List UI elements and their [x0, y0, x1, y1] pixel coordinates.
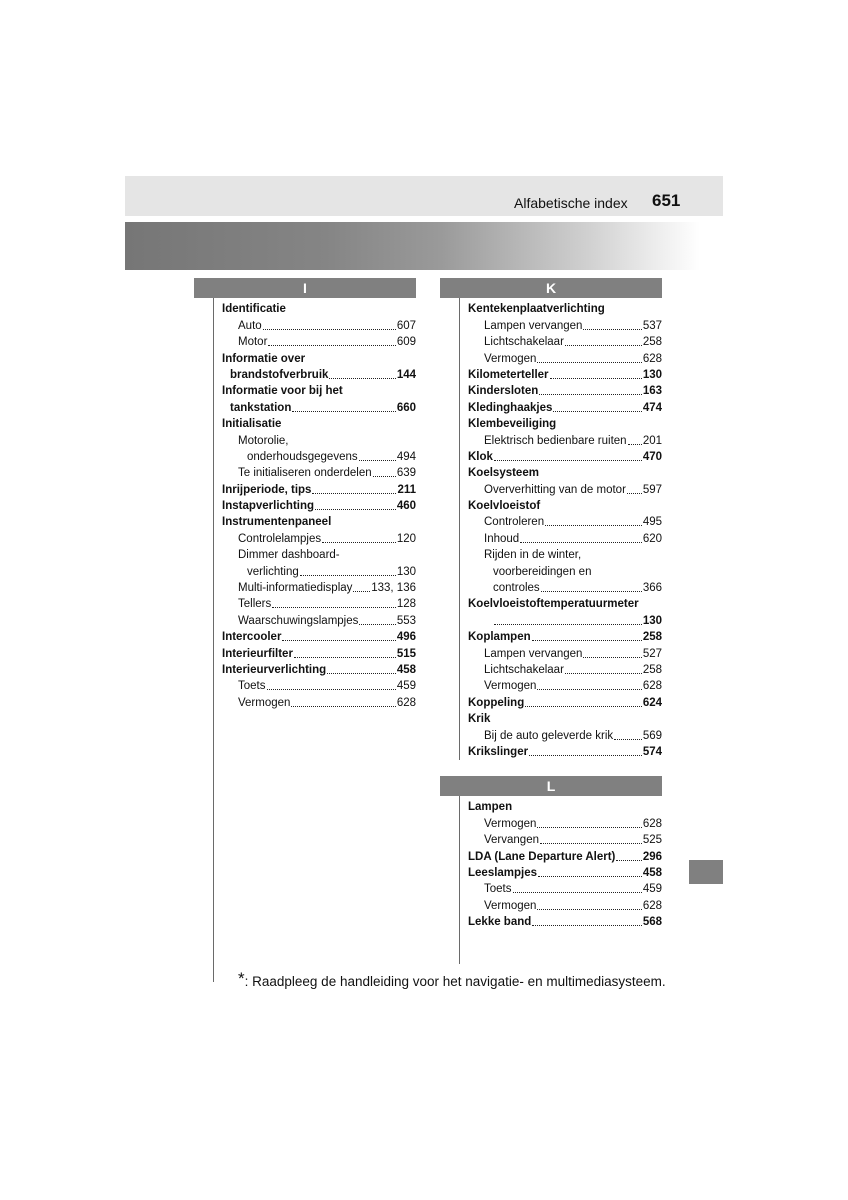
- index-entry-text: Toets: [484, 883, 512, 896]
- dot-leader: [529, 755, 642, 756]
- index-entry-page: 609: [396, 336, 416, 349]
- footnote-text: : Raadpleeg de handleiding voor het navigatie- en multimediasysteem.: [244, 974, 666, 989]
- index-entry-page: 211: [397, 483, 416, 496]
- index-entry-text: Lampen vervangen: [484, 647, 583, 660]
- index-entry: [222, 382, 416, 398]
- index-entry-text: Kledinghaakjes: [468, 401, 553, 414]
- index-entry: [468, 831, 662, 847]
- index-entry-text: Vermogen: [484, 352, 537, 365]
- index-entry-text: Te initialiseren onderdelen: [238, 467, 372, 480]
- index-entry: [468, 316, 662, 332]
- index-entry-page: 120: [396, 532, 416, 545]
- dot-leader: [540, 843, 642, 844]
- index-entry: [468, 529, 662, 545]
- index-entry: [222, 595, 416, 611]
- dot-leader: [583, 657, 641, 658]
- index-entry: [468, 880, 662, 896]
- section-header-i: I: [194, 278, 416, 298]
- index-entry-text: Rijden in de winter,: [484, 549, 582, 562]
- index-entry: [222, 644, 416, 660]
- index-entry-page: 130: [642, 368, 662, 381]
- index-entry-page: 568: [642, 916, 662, 929]
- index-entry-text: Identificatie: [222, 303, 286, 316]
- dot-leader: [532, 640, 642, 641]
- column-divider-l: [459, 796, 460, 964]
- index-entry-text: Instrumentenpaneel: [222, 516, 332, 529]
- dot-leader: [550, 378, 642, 379]
- index-entry-page: 163: [642, 385, 662, 398]
- index-entry: [222, 349, 416, 365]
- index-entry-page: 628: [396, 696, 416, 709]
- index-entry: [468, 595, 662, 611]
- dot-leader: [329, 378, 395, 379]
- index-entry-text: Oververhitting van de motor: [484, 483, 626, 496]
- index-entry-page: 133, 136: [371, 582, 416, 595]
- index-entry-text: Initialisatie: [222, 418, 282, 431]
- index-entry: [468, 896, 662, 912]
- index-entry: [468, 743, 662, 759]
- index-entry: [468, 448, 662, 464]
- index-entry-text: Leeslampjes: [468, 866, 538, 879]
- index-entry-page: 515: [396, 647, 416, 660]
- index-entry: [222, 431, 416, 447]
- index-entry-text: verlichting: [247, 565, 299, 578]
- index-entry-text: Inrijperiode, tips: [222, 483, 312, 496]
- dot-leader: [628, 444, 642, 445]
- index-entry-text: Lampen: [468, 801, 513, 814]
- page-title: Alfabetische index: [514, 195, 628, 211]
- index-entry: [222, 513, 416, 529]
- index-entry-page: 144: [396, 368, 416, 381]
- index-entry-text: Controleren: [484, 516, 545, 529]
- index-entry-page: 628: [642, 817, 662, 830]
- index-entry: [468, 513, 662, 529]
- index-entry-text: controles: [493, 582, 540, 595]
- dot-leader: [537, 827, 641, 828]
- dot-leader: [532, 925, 642, 926]
- index-entry: [468, 464, 662, 480]
- index-entry-page: 366: [642, 582, 662, 595]
- dot-leader: [565, 345, 642, 346]
- dot-leader: [359, 460, 396, 461]
- index-entry-text: Waarschuwingslampjes: [238, 614, 359, 627]
- index-entry: [468, 611, 662, 627]
- index-entry: [222, 316, 416, 332]
- index-entry-text: Elektrisch bedienbare ruiten: [484, 434, 627, 447]
- index-entry: [222, 661, 416, 677]
- dot-leader: [282, 640, 395, 641]
- dot-leader: [614, 739, 642, 740]
- index-entry-page: 258: [642, 336, 662, 349]
- index-entry: [468, 628, 662, 644]
- index-entry-text: Informatie over: [222, 352, 306, 365]
- index-entry-text: tankstation: [230, 401, 292, 414]
- index-entry: [468, 382, 662, 398]
- dot-leader: [268, 345, 395, 346]
- index-entry-text: Lichtschakelaar: [484, 336, 564, 349]
- index-entry: [468, 546, 662, 562]
- index-entry-text: Vermogen: [238, 696, 291, 709]
- index-entry-page: 258: [642, 631, 662, 644]
- index-entry: [222, 415, 416, 431]
- index-entry-text: Intercooler: [222, 631, 282, 644]
- index-entry-text: Interieurverlichting: [222, 663, 327, 676]
- index-entry-text: Koelvloeistof: [468, 500, 541, 513]
- dot-leader: [291, 706, 395, 707]
- dot-leader: [359, 624, 395, 625]
- index-entry-text: Lichtschakelaar: [484, 663, 564, 676]
- index-entry: [222, 611, 416, 627]
- index-entry-text: onderhoudsgegevens: [247, 450, 358, 463]
- index-entry-page: 495: [642, 516, 662, 529]
- index-entry-page: 470: [642, 450, 662, 463]
- index-entry-text: Klok: [468, 450, 493, 463]
- index-entry-text: Bij de auto geleverde krik: [484, 729, 614, 742]
- index-entry-text: Lampen vervangen: [484, 319, 583, 332]
- index-entry-text: Krik: [468, 713, 491, 726]
- dot-leader: [292, 411, 395, 412]
- index-entry-text: Koelsysteem: [468, 467, 539, 480]
- dot-leader: [627, 493, 642, 494]
- dot-leader: [267, 689, 396, 690]
- index-entry: [222, 546, 416, 562]
- index-entry-page: 458: [396, 663, 416, 676]
- column-divider-left: [213, 298, 214, 982]
- index-entry: [468, 333, 662, 349]
- index-entry: [222, 693, 416, 709]
- dot-leader: [494, 624, 642, 625]
- index-entry-text: Krikslinger: [468, 745, 529, 758]
- dot-leader: [541, 591, 642, 592]
- index-entry-text: Interieurfilter: [222, 647, 293, 660]
- index-entry: [468, 661, 662, 677]
- index-list-i: [222, 300, 416, 710]
- section-header-k: K: [440, 278, 662, 298]
- index-entry: [468, 677, 662, 693]
- dot-leader: [294, 657, 396, 658]
- index-entry-text: Motor: [238, 336, 268, 349]
- index-entry-page: 537: [642, 319, 662, 332]
- index-entry-page: 597: [642, 483, 662, 496]
- index-entry: [468, 415, 662, 431]
- dot-leader: [539, 394, 642, 395]
- index-entry-text: voorbereidingen en: [493, 565, 592, 578]
- index-list-k: [468, 300, 662, 759]
- index-entry: [222, 579, 416, 595]
- index-entry-text: Vermogen: [484, 899, 537, 912]
- dot-leader: [353, 591, 370, 592]
- index-entry-text: Klembeveiliging: [468, 418, 557, 431]
- dot-leader: [565, 673, 642, 674]
- index-entry: [468, 480, 662, 496]
- index-entry-text: Dimmer dashboard-: [238, 549, 340, 562]
- header-bar: [125, 176, 723, 216]
- dot-leader: [300, 575, 396, 576]
- index-entry: [468, 366, 662, 382]
- index-entry: [222, 677, 416, 693]
- header-gradient-band: [125, 222, 700, 270]
- index-entry-text: Koelvloeistoftemperatuurmeter: [468, 598, 639, 611]
- index-entry: [468, 864, 662, 880]
- dot-leader: [327, 673, 396, 674]
- index-entry: [222, 480, 416, 496]
- index-entry: [468, 847, 662, 863]
- dot-leader: [553, 411, 641, 412]
- index-entry-page: 639: [396, 467, 416, 480]
- index-entry: [222, 529, 416, 545]
- index-entry-page: 569: [642, 729, 662, 742]
- index-entry: [468, 300, 662, 316]
- index-entry-text: Kindersloten: [468, 385, 539, 398]
- index-entry-text: Multi-informatiedisplay: [238, 582, 353, 595]
- index-entry: [468, 431, 662, 447]
- index-entry-page: 296: [642, 850, 662, 863]
- index-entry-page: 459: [396, 680, 416, 693]
- column-divider-k: [459, 298, 460, 760]
- index-entry-page: 201: [642, 434, 662, 447]
- index-entry-text: Koplampen: [468, 631, 531, 644]
- index-entry-page: 525: [642, 834, 662, 847]
- index-entry-page: 624: [642, 696, 662, 709]
- index-entry-page: 660: [396, 401, 416, 414]
- index-entry: [468, 710, 662, 726]
- index-entry: [468, 349, 662, 365]
- index-entry-page: 128: [396, 598, 416, 611]
- dot-leader: [263, 329, 396, 330]
- index-entry-page: 527: [642, 647, 662, 660]
- index-entry: [222, 366, 416, 382]
- index-entry-text: brandstofverbruik: [230, 368, 329, 381]
- index-entry-page: 258: [642, 663, 662, 676]
- index-entry: [222, 628, 416, 644]
- index-entry-text: Controlelampjes: [238, 532, 322, 545]
- index-entry: [468, 913, 662, 929]
- index-entry-page: 474: [642, 401, 662, 414]
- index-list-l: [468, 798, 662, 929]
- index-entry: [222, 497, 416, 513]
- dot-leader: [315, 509, 396, 510]
- index-entry-page: 553: [396, 614, 416, 627]
- index-entry-text: Informatie voor bij het: [222, 385, 343, 398]
- index-entry: [468, 693, 662, 709]
- index-entry-text: Kilometerteller: [468, 368, 549, 381]
- index-entry-text: Toets: [238, 680, 266, 693]
- index-entry: [222, 398, 416, 414]
- index-entry-page: 496: [396, 631, 416, 644]
- index-entry-text: Auto: [238, 319, 262, 332]
- dot-leader: [583, 329, 641, 330]
- dot-leader: [513, 892, 642, 893]
- dot-leader: [494, 460, 642, 461]
- dot-leader: [272, 607, 396, 608]
- index-entry: [468, 579, 662, 595]
- index-entry: [468, 726, 662, 742]
- index-entry: [468, 562, 662, 578]
- index-entry-text: Kentekenplaatverlichting: [468, 303, 605, 316]
- index-entry: [468, 497, 662, 513]
- index-entry: [468, 398, 662, 414]
- index-entry: [222, 464, 416, 480]
- dot-leader: [373, 476, 396, 477]
- index-entry-text: Tellers: [238, 598, 272, 611]
- dot-leader: [537, 909, 641, 910]
- index-entry: [222, 562, 416, 578]
- chapter-side-tab: [689, 860, 723, 884]
- index-entry: [468, 814, 662, 830]
- index-entry-page: 628: [642, 899, 662, 912]
- dot-leader: [312, 493, 396, 494]
- index-entry-text: Vermogen: [484, 817, 537, 830]
- index-entry-page: 574: [642, 745, 662, 758]
- index-entry-page: 460: [396, 500, 416, 513]
- index-entry-text: Vervangen: [484, 834, 539, 847]
- index-entry: [222, 333, 416, 349]
- dot-leader: [616, 860, 641, 861]
- index-entry-page: 628: [642, 352, 662, 365]
- dot-leader: [537, 689, 641, 690]
- index-entry-text: Koppeling: [468, 696, 525, 709]
- index-entry-text: Motorolie,: [238, 434, 289, 447]
- footnote-marker: *: [238, 969, 245, 988]
- index-entry-page: 458: [642, 866, 662, 879]
- index-entry-text: LDA (Lane Departure Alert): [468, 850, 616, 863]
- dot-leader: [520, 542, 642, 543]
- index-entry-text: Lekke band: [468, 916, 532, 929]
- index-entry: [222, 448, 416, 464]
- section-header-l: L: [440, 776, 662, 796]
- page-number: 651: [652, 191, 681, 210]
- dot-leader: [537, 362, 641, 363]
- index-entry: [222, 300, 416, 316]
- index-entry-page: 459: [642, 883, 662, 896]
- index-entry-page: 130: [642, 614, 662, 627]
- dot-leader: [525, 706, 642, 707]
- index-entry-page: 494: [396, 450, 416, 463]
- index-entry: [468, 798, 662, 814]
- footnote: [238, 969, 666, 989]
- dot-leader: [538, 876, 642, 877]
- dot-leader: [322, 542, 396, 543]
- dot-leader: [545, 525, 642, 526]
- index-entry-text: Inhoud: [484, 532, 520, 545]
- index-entry-page: 130: [396, 565, 416, 578]
- index-entry-page: 620: [642, 532, 662, 545]
- index-entry-text: Instapverlichting: [222, 500, 315, 513]
- index-entry: [468, 644, 662, 660]
- index-entry-page: 607: [396, 319, 416, 332]
- index-entry-text: Vermogen: [484, 680, 537, 693]
- index-entry-page: 628: [642, 680, 662, 693]
